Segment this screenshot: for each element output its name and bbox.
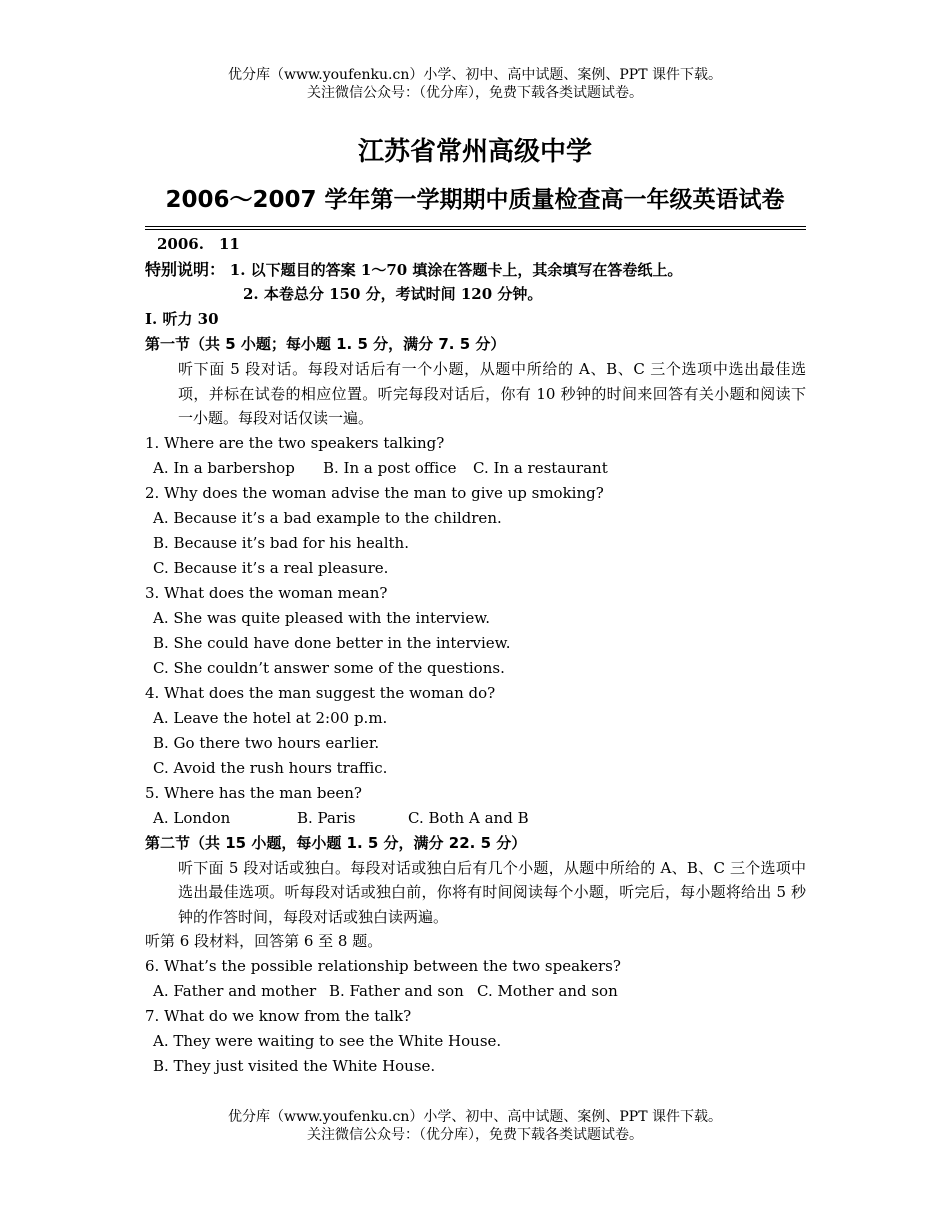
- q1-option-c: C. In a restaurant: [473, 458, 608, 477]
- footer-line-1: 优分库（www.youfenku.cn）小学、初中、高中试题、案例、PPT 课件下载。: [227, 1109, 722, 1125]
- question-6-options: [145, 979, 806, 1004]
- special-notes-label: 特别说明：: [145, 260, 226, 279]
- q6-option-c: C. Mother and son: [477, 982, 618, 1000]
- section-1-heading: Ⅰ. 听力 30: [145, 310, 219, 328]
- q6-option-a: A. Father and mother: [153, 982, 317, 1000]
- title-rule-bottom: [145, 229, 806, 230]
- part-2-instructions: 听下面 5 段对话或独白。每段对话或独白后有几个小题，从题中所给的 A、B、C 三个选项中选出最佳选项。听每段对话或独白前，你将有时间阅读每个小题，听完后，每小题将给出 5 秒钟的作答时间，每段对话或独白读两遍。: [178, 858, 806, 926]
- q2-option-b: B. Because it’s bad for his health.: [153, 533, 409, 552]
- q4-option-b: B. Go there two hours earlier.: [153, 733, 380, 752]
- part-1-instructions: 听下面 5 段对话。每段对话后有一个小题，从题中所给的 A、B、C 三个选项中选出最佳选项，并标在试卷的相应位置。听完每段对话后，你有 10 秒钟的时间来回答有关小题和阅读下一小题。每段对话仅读一遍。: [178, 360, 806, 427]
- question-5-stem: 5. Where has the man been?: [145, 783, 362, 802]
- q4-option-c: C. Avoid the rush hours traffic.: [153, 758, 388, 777]
- material-6-note: 听第 6 段材料，回答第 6 至 8 题。: [145, 932, 383, 950]
- q3-option-c: C. She couldn’t answer some of the questions.: [153, 658, 505, 677]
- school-title: 江苏省常州高级中学: [357, 137, 592, 167]
- q7-option-b: B. They just visited the White House.: [153, 1057, 436, 1075]
- q2-option-c: C. Because it’s a real pleasure.: [153, 558, 389, 577]
- page-header: [0, 66, 950, 102]
- exam-title: 2006～2007 学年第一学期期中质量检查高一年级英语试卷: [165, 187, 785, 213]
- question-4-stem: 4. What does the man suggest the woman do?: [145, 683, 496, 702]
- title-rule-top: [145, 226, 806, 227]
- special-notes-line-1: [145, 257, 806, 282]
- header-line-1: 优分库（www.youfenku.cn）小学、初中、高中试题、案例、PPT 课件下载。: [227, 67, 722, 83]
- question-1-stem: 1. Where are the two speakers talking?: [145, 433, 445, 452]
- part-1-heading: 第一节（共 5 小题；每小题 1. 5 分，满分 7. 5 分）: [145, 335, 506, 353]
- q1-option-a: A. In a barbershop: [153, 458, 295, 477]
- question-5-options: [145, 806, 806, 831]
- question-6-stem: 6. What’s the possible relationship between the two speakers?: [145, 957, 621, 975]
- footer-line-2: 关注微信公众号：（优分库），免费下载各类试题试卷。: [307, 1127, 643, 1143]
- q6-option-b: B. Father and son: [329, 982, 464, 1000]
- q2-option-a: A. Because it’s a bad example to the children.: [153, 508, 502, 527]
- question-1-options: [145, 456, 806, 481]
- q3-option-b: B. She could have done better in the interview.: [153, 633, 511, 652]
- question-2-stem: 2. Why does the woman advise the man to give up smoking?: [145, 483, 604, 502]
- header-line-2: 关注微信公众号：（优分库），免费下载各类试题试卷。: [307, 85, 643, 101]
- q4-option-a: A. Leave the hotel at 2:00 p.m.: [153, 708, 388, 727]
- page-footer: [0, 1108, 950, 1144]
- q1-option-b: B. In a post office: [323, 458, 457, 477]
- special-note-2: 2. 本卷总分 150 分，考试时间 120 分钟。: [243, 285, 543, 303]
- exam-body: [145, 232, 806, 1079]
- special-note-1: 1. 以下题目的答案 1～70 填涂在答题卡上，其余填写在答卷纸上。: [229, 261, 683, 279]
- q5-option-c: C. Both A and B: [408, 808, 529, 827]
- exam-date: 2006. 11: [157, 235, 240, 253]
- part-2-heading: 第二节（共 15 小题，每小题 1. 5 分，满分 22. 5 分）: [145, 833, 527, 852]
- q7-option-a: A. They were waiting to see the White House.: [153, 1032, 502, 1050]
- q3-option-a: A. She was quite pleased with the interview.: [153, 608, 491, 627]
- question-3-stem: 3. What does the woman mean?: [145, 583, 388, 602]
- q5-option-a: A. London: [153, 808, 231, 827]
- question-7-stem: 7. What do we know from the talk?: [145, 1007, 412, 1025]
- q5-option-b: B. Paris: [297, 808, 356, 827]
